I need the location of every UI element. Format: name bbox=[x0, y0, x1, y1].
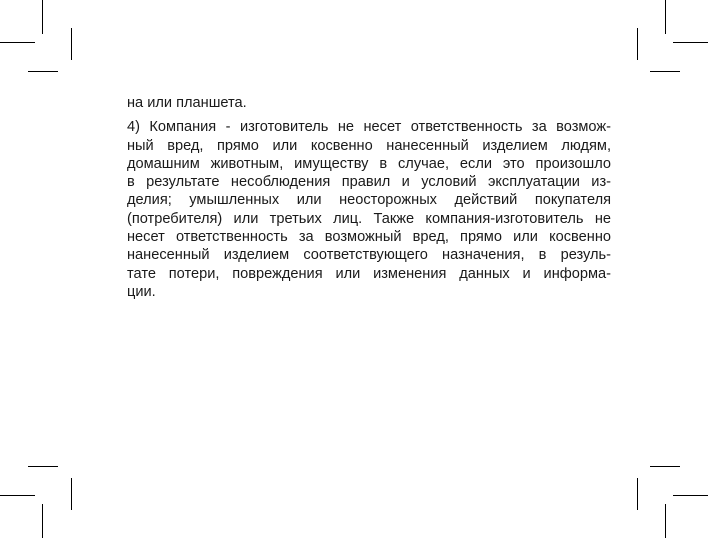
crop-mark bbox=[665, 504, 666, 538]
crop-mark bbox=[42, 504, 43, 538]
text-block bbox=[127, 94, 611, 301]
paragraph-line: домашним животным, имуществу в случае, если это произошло bbox=[127, 155, 611, 172]
crop-mark bbox=[0, 42, 35, 43]
crop-mark bbox=[673, 495, 708, 496]
crop-mark bbox=[28, 466, 58, 467]
crop-mark bbox=[637, 478, 638, 510]
crop-mark bbox=[0, 495, 35, 496]
paragraph-line: (потребителя) или третьих лиц. Также компания-изготовитель не bbox=[127, 210, 611, 227]
crop-mark bbox=[71, 28, 72, 60]
fragment-line: на или планшета. bbox=[127, 95, 247, 111]
crop-mark bbox=[28, 71, 58, 72]
crop-mark bbox=[673, 42, 708, 43]
crop-mark bbox=[650, 466, 680, 467]
paragraph-line: ный вред, прямо или косвенно нанесенный изделием людям, bbox=[127, 137, 611, 154]
crop-mark bbox=[650, 71, 680, 72]
crop-mark bbox=[637, 28, 638, 60]
paragraph-line: 4) Компания - изготовитель не несет ответственность за возмож- bbox=[127, 119, 611, 136]
paragraph-line: делия; умышленных или неосторожных действий покупателя bbox=[127, 192, 611, 209]
crop-mark bbox=[665, 0, 666, 34]
crop-mark bbox=[42, 0, 43, 34]
paragraph-line: нанесенный изделием соответствующего назначения, в резуль- bbox=[127, 247, 611, 264]
crop-mark bbox=[71, 478, 72, 510]
paragraph-line: несет ответственность за возможный вред, прямо или косвенно bbox=[127, 229, 611, 246]
paragraph-line: ции. bbox=[127, 283, 156, 300]
liability-paragraph bbox=[127, 118, 611, 301]
paragraph-line: тате потери, повреждения или изменения данных и информа- bbox=[127, 265, 611, 282]
paragraph-line: в результате несоблюдения правил и условий эксплуатации из- bbox=[127, 174, 611, 191]
